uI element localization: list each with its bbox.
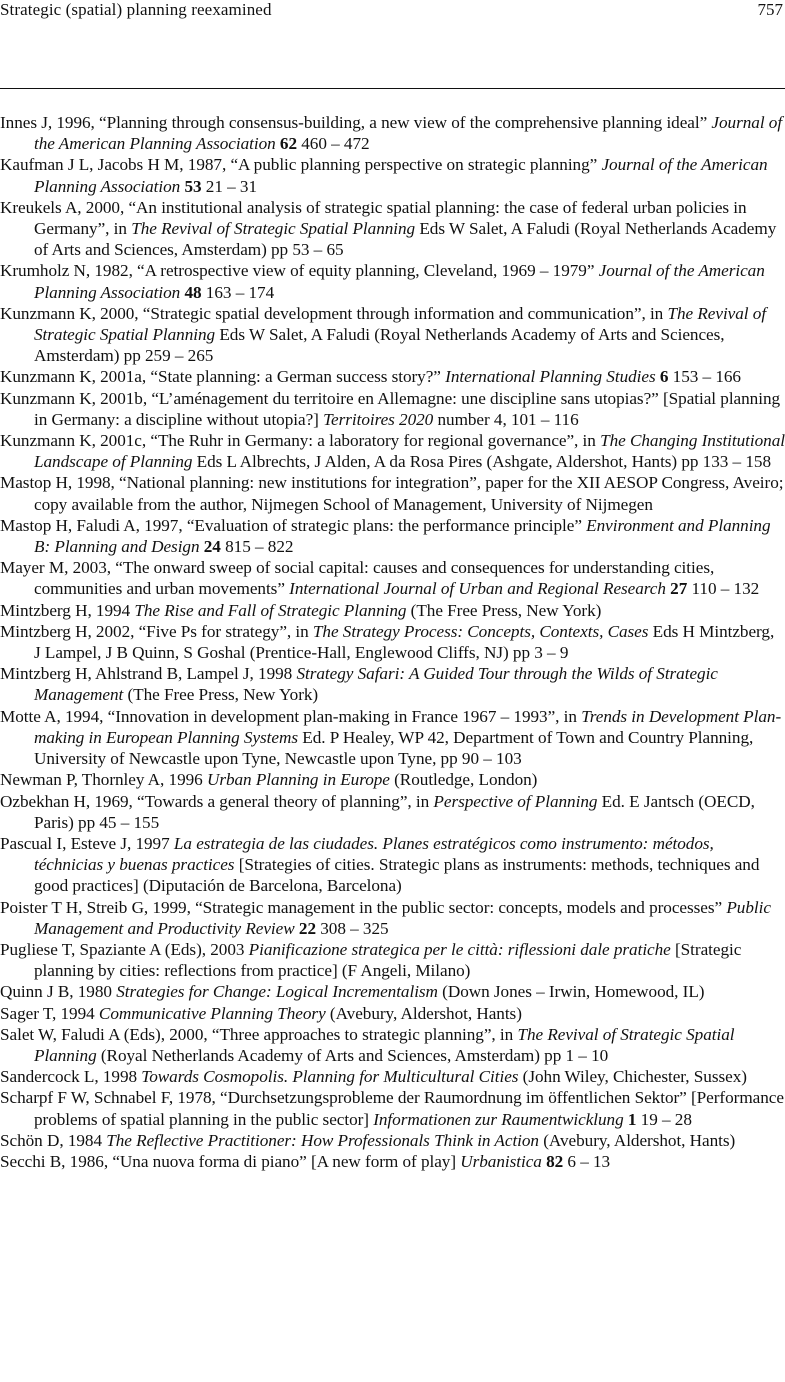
reference-text: Secchi B, 1986, “Una nuova forma di piano” [A new form of play] — [0, 1151, 461, 1171]
reference-text: Poister T H, Streib G, 1999, “Strategic management in the public sector: concepts, models and processes” — [0, 897, 727, 917]
page-number: 757 — [757, 0, 783, 19]
reference-text: Mintzberg H, 1994 — [0, 600, 135, 620]
reference-text: Sager T, 1994 — [0, 1003, 99, 1023]
reference-title-italic: Journal of the American Planning Association — [34, 261, 765, 302]
reference-entry — [0, 197, 785, 261]
reference-text: Kunzmann K, 2001b, “L’aménagement du territoire en Allemagne: une discipline sans utopias?” [Spatial planning in Germany: a discipline without utopia?] — [0, 388, 781, 429]
reference-volume: 24 — [203, 537, 221, 557]
reference-text: Kunzmann K, 2001a, “State planning: a German success story?” — [0, 367, 446, 387]
reference-text: 21 – 31 — [201, 176, 258, 196]
reference-entry — [0, 472, 785, 514]
running-head — [0, 0, 785, 24]
reference-text: (Down Jones – Irwin, Homewood, IL) — [437, 982, 705, 1002]
reference-entry — [0, 663, 785, 705]
reference-text: Eds L Albrechts, J Alden, A da Rosa Pires (Ashgate, Aldershot, Hants) pp 133 – 158 — [192, 452, 771, 472]
reference-title-italic: Trends in Development Plan-making in European Planning Systems — [34, 706, 782, 747]
reference-text: Scharpf F W, Schnabel F, 1978, “Durchsetzungsprobleme der Raumordnung im öffentlichen Sektor” [Performance problems of spatial planning in the public sector] — [0, 1088, 784, 1129]
reference-text: Mayer M, 2003, “The onward sweep of social capital: causes and consequences for understanding cities, communities and urban movements” — [0, 558, 715, 599]
reference-entry — [0, 112, 785, 154]
reference-text: Newman P, Thornley A, 1996 — [0, 770, 207, 790]
reference-text: Mintzberg H, 2002, “Five Ps for strategy”, in — [0, 621, 313, 641]
reference-volume: 6 — [659, 367, 669, 387]
reference-entry — [0, 154, 785, 196]
reference-title-italic: Strategies for Change: Logical Incrementalism — [116, 982, 438, 1002]
reference-entry — [0, 515, 785, 557]
reference-text: (John Wiley, Chichester, Sussex) — [518, 1067, 747, 1087]
reference-title-italic: Communicative Planning Theory — [98, 1003, 326, 1023]
reference-text: (The Free Press, New York) — [123, 685, 319, 705]
reference-text: Eds H Mintzberg, J Lampel, J B Quinn, S Goshal (Prentice-Hall, Englewood Cliffs, NJ) pp 3 – 9 — [34, 621, 775, 663]
reference-text: Kunzmann K, 2001c, “The Ruhr in Germany: a laboratory for regional governance”, in — [0, 431, 601, 451]
reference-text: [Strategies of cities. Strategic plans as instruments: methods, techniques and good practices] (Diputación de Barcelona, Barcelona) — [34, 855, 760, 896]
reference-title-italic: The Rise and Fall of Strategic Planning — [134, 600, 407, 620]
header-rule — [0, 88, 785, 89]
reference-title-italic: Urbanistica — [460, 1151, 542, 1171]
reference-text: (Avebury, Aldershot, Hants) — [538, 1130, 736, 1150]
reference-title-italic: La estrategia de las ciudades. Planes estratégicos como instrumento: métodos, téchnicias y buenas practices — [34, 833, 714, 875]
reference-entry — [0, 430, 785, 472]
reference-text: (Royal Netherlands Academy of Arts and Sciences, Amsterdam) pp 1 – 10 — [96, 1045, 609, 1065]
reference-title-italic: The Changing Institutional Landscape of Planning — [34, 431, 785, 472]
reference-entry — [0, 1130, 785, 1151]
reference-list — [0, 112, 785, 1172]
reference-entry — [0, 388, 785, 430]
reference-title-italic: International Planning Studies — [445, 367, 656, 387]
reference-text: Mastop H, 1998, “National planning: new institutions for integration”, paper for the XII AESOP Congress, Aveiro; copy available from the author, Nijmegen School of Management, University of Nijmegen — [0, 473, 784, 514]
running-title: Strategic (spatial) planning reexamined — [0, 0, 272, 19]
reference-text: Ed. P Healey, WP 42, Department of Town and Country Planning, University of Newcastle upon Tyne, Newcastle upon Tyne, pp 90 – 103 — [34, 727, 754, 769]
reference-text: Motte A, 1994, “Innovation in development plan-making in France 1967 – 1993”, in — [0, 706, 582, 726]
reference-entry — [0, 557, 785, 599]
reference-entry — [0, 706, 785, 770]
reference-text: [Strategic planning by cities: reflections from practice] (F Angeli, Milano) — [34, 939, 742, 981]
reference-text: Schön D, 1984 — [0, 1130, 107, 1150]
reference-entry — [0, 1024, 785, 1066]
reference-title-italic: Public Management and Productivity Review — [34, 897, 771, 938]
reference-entry — [0, 769, 785, 790]
reference-title-italic: The Revival of Strategic Spatial Planning — [34, 303, 767, 345]
reference-text: 6 – 13 — [563, 1151, 611, 1171]
reference-title-italic: Territoires 2020 — [323, 409, 434, 429]
reference-volume: 62 — [279, 134, 298, 154]
reference-text: Pascual I, Esteve J, 1997 — [0, 833, 174, 853]
reference-title-italic: The Revival of Strategic Spatial Planning — [34, 1024, 735, 1065]
reference-text: Pugliese T, Spaziante A (Eds), 2003 — [0, 939, 249, 959]
reference-entry — [0, 621, 785, 663]
reference-entry — [0, 600, 785, 621]
reference-entry — [0, 833, 785, 897]
reference-text: Mintzberg H, Ahlstrand B, Lampel J, 1998 — [0, 664, 297, 684]
reference-title-italic: Strategy Safari: A Guided Tour through the Wilds of Strategic Management — [34, 664, 718, 705]
reference-text: Innes J, 1996, “Planning through consensus-building, a new view of the comprehensive planning ideal” — [0, 113, 712, 132]
reference-volume: 48 — [184, 282, 202, 302]
reference-entry — [0, 897, 785, 939]
reference-text: 19 – 28 — [636, 1109, 692, 1129]
reference-text: (The Free Press, New York) — [406, 600, 602, 620]
reference-entry — [0, 981, 785, 1002]
reference-entry — [0, 791, 785, 833]
reference-title-italic: Informationen zur Raumentwicklung — [373, 1109, 624, 1129]
reference-text: Krumholz N, 1982, “A retrospective view of equity planning, Cleveland, 1969 – 1979” — [0, 261, 599, 281]
reference-text: number 4, 101 – 116 — [433, 409, 579, 429]
reference-entry — [0, 939, 785, 981]
reference-entry — [0, 1151, 785, 1172]
reference-title-italic: Urban Planning in Europe — [206, 770, 390, 790]
reference-text: Kunzmann K, 2000, “Strategic spatial development through information and communication”, in — [0, 303, 668, 323]
reference-entry — [0, 1066, 785, 1087]
reference-entry — [0, 1087, 785, 1129]
reference-volume: 53 — [184, 176, 202, 196]
reference-volume: 82 — [546, 1151, 564, 1171]
reference-title-italic: The Strategy Process: Concepts, Contexts, Cases — [312, 621, 649, 641]
reference-text: 163 – 174 — [201, 282, 275, 302]
reference-title-italic: Perspective of Planning — [433, 791, 598, 811]
reference-text: 110 – 132 — [687, 579, 760, 599]
reference-title-italic: Pianificazione strategica per le città: riflessioni dale pratiche — [248, 939, 671, 959]
reference-entry — [0, 260, 785, 302]
reference-text: 815 – 822 — [220, 537, 294, 557]
reference-text: Eds W Salet, A Faludi (Royal Netherlands Academy of Arts and Sciences, Amsterdam) pp 53 – 65 — [34, 219, 777, 260]
reference-text: Eds W Salet, A Faludi (Royal Netherlands Academy of Arts and Sciences, Amsterdam) pp 259 – 265 — [34, 325, 725, 366]
reference-title-italic: The Reflective Practitioner: How Professionals Think in Action — [106, 1130, 539, 1150]
reference-text: (Avebury, Aldershot, Hants) — [325, 1003, 522, 1023]
reference-title-italic: International Journal of Urban and Regional Research — [289, 579, 666, 599]
reference-title-italic: Towards Cosmopolis. Planning for Multicultural Cities — [141, 1067, 519, 1087]
reference-volume: 1 — [627, 1109, 637, 1129]
reference-text: Mastop H, Faludi A, 1997, “Evaluation of strategic plans: the performance principle” — [0, 515, 587, 535]
reference-text: 460 – 472 — [297, 134, 370, 154]
reference-text: 153 – 166 — [668, 367, 741, 387]
reference-title-italic: The Revival of Strategic Spatial Planning — [131, 219, 416, 239]
reference-entry — [0, 366, 785, 387]
reference-volume: 22 — [298, 918, 316, 938]
reference-text: Sandercock L, 1998 — [0, 1067, 142, 1087]
reference-text: Quinn J B, 1980 — [0, 982, 117, 1002]
reference-title-italic: Journal of the American Planning Association — [34, 113, 783, 154]
reference-title-italic: Journal of the American Planning Association — [34, 155, 768, 196]
reference-text: 308 – 325 — [316, 918, 389, 938]
reference-text: (Routledge, London) — [389, 770, 538, 790]
reference-text: Ozbekhan H, 1969, “Towards a general theory of planning”, in — [0, 791, 434, 811]
reference-text: Kreukels A, 2000, “An institutional analysis of strategic spatial planning: the case of federal urban policies in Germany”, in — [0, 197, 747, 239]
reference-entry — [0, 303, 785, 367]
reference-text: Ed. E Jantsch (OECD, Paris) pp 45 – 155 — [34, 791, 755, 832]
reference-volume: 27 — [670, 579, 688, 599]
reference-entry — [0, 1003, 785, 1024]
reference-text: Salet W, Faludi A (Eds), 2000, “Three approaches to strategic planning”, in — [0, 1024, 518, 1044]
reference-title-italic: Environment and Planning B: Planning and Design — [34, 515, 771, 557]
reference-text: Kaufman J L, Jacobs H M, 1987, “A public planning perspective on strategic planning” — [0, 155, 602, 175]
